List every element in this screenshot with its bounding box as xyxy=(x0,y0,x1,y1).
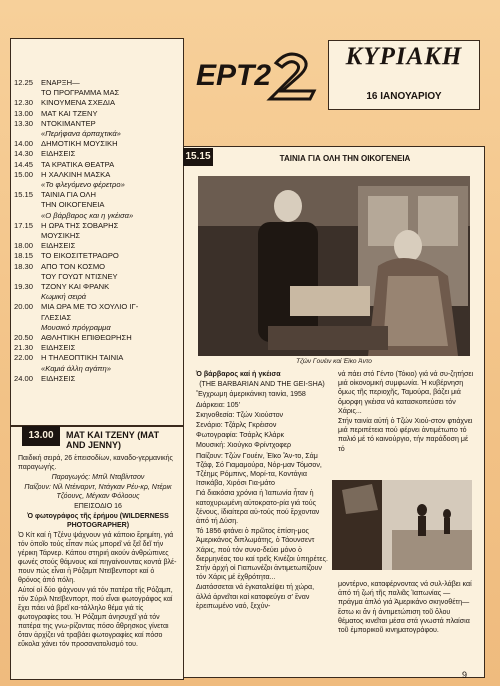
paragraph: Σενάριο: Τζάρλς Γκρέισον xyxy=(196,421,277,430)
paragraph: Παίζουν: Τζών Γουέιν, Ἐϊκο Ἄν-το, Σάμ Τζάφ, Σό Γιαμαμούρα, Νόρ-μαν Τόμσον, Τζέημς Ρόμπινς, Μορί-τα, Κοντάγια Ιτσικάβα, Χιρόσι Για-μάτο xyxy=(196,451,322,488)
schedule-item xyxy=(14,292,178,302)
schedule-time: 20.50 xyxy=(14,333,34,343)
series-paragraph: Ὁ φωτογράφος τῆς ἐρήμου (WILDERNESS PHOTOGRAPHER) xyxy=(27,513,169,529)
schedule-item xyxy=(14,333,178,343)
date-label: 16 ΙΑΝΟΥΑΡΙΟΥ xyxy=(366,91,442,102)
schedule-title: ΤΟ ΠΡΟΓΡΑΜΜΑ ΜΑΣ xyxy=(41,88,120,98)
schedule-title: «Περήφανα άρπαχτικά» xyxy=(41,129,121,139)
paragraph: Στήν ταινία αὐτή ὁ Τζών Χιού-στον φτιάχνει μιά περιπέτεια πού φέρνει ἀντιμέτωπο τό παλιό μέ τό καινούργιο, τήν παράδοση μέ τό xyxy=(338,417,473,453)
schedule-title: ΕΙΔΗΣΕΙΣ xyxy=(41,343,76,353)
schedule-list xyxy=(14,78,178,384)
paragraph: Τό 1856 φτάνει ὁ πρῶτος ἐπίση-μος Ἀμερικάνος διπλωμάτης, ὁ Τάουνσεντ Χάρις, πού τόν συνο-δεύει μόνο ὁ διερμηνέας του καί τρεῖς Κινέζοι ὑπηρέτες. Στήν ἀρχή οἱ Γιαπωνέζοι ἀντιμετωπίζουν τόν Χάρις μέ ἐχθρότητα... xyxy=(196,527,328,582)
schedule-title: ΤΗΝ ΟΙΚΟΓΕΝΕΙΑ xyxy=(41,200,105,210)
schedule-title: ΝΤΟΚΙΜΑΝΤΕΡ xyxy=(41,118,96,128)
schedule-item xyxy=(14,343,178,353)
schedule-time xyxy=(14,231,41,241)
movie-description-left xyxy=(196,370,328,612)
schedule-title: ΜΟΥΣΙΚΗΣ xyxy=(41,231,81,241)
schedule-time: 14.30 xyxy=(14,149,34,159)
schedule-item xyxy=(14,353,178,363)
schedule-title: Η ΩΡΑ ΤΗΣ ΣΟΒΑΡΗΣ xyxy=(41,220,119,230)
schedule-title: ΕΙΔΗΣΕΙΣ xyxy=(41,149,76,159)
schedule-time xyxy=(14,88,41,98)
schedule-time: 18.00 xyxy=(14,241,34,251)
schedule-time xyxy=(14,323,41,333)
schedule-time: 15.15 xyxy=(14,190,34,200)
photo-caption: Τζών Γουέιν καί Ἐϊκο Ἀντο xyxy=(296,358,372,365)
schedule-item xyxy=(14,364,178,374)
schedule-title: ΤΑ ΚΡΑΤΙΚΑ ΘΕΑΤΡΑ xyxy=(41,159,115,169)
schedule-item xyxy=(14,374,178,384)
schedule-time xyxy=(14,129,41,139)
series-paragraph: Παίζουν: Νίλ Ντέιναρντ, Ντάγκαν Ρέυ-κρ, Ντέρικ Τζόουνς, Μέγκαν Φόλοους xyxy=(24,484,172,500)
movie-description-right-bottom xyxy=(338,580,474,636)
schedule-time: 14.00 xyxy=(14,139,34,149)
movie-heading: ΤΑΙΝΙΑ ΓΙΑ ΟΛΗ ΤΗΝ ΟΙΚΟΓΕΝΕΙΑ xyxy=(279,154,411,163)
schedule-time: 14.45 xyxy=(14,159,34,169)
schedule-time: 20.00 xyxy=(14,302,34,312)
ert2-logo-icon xyxy=(194,43,324,107)
schedule-time: 19.30 xyxy=(14,282,34,292)
schedule-item xyxy=(14,313,178,323)
paragraph: Σκηνοθεσία: Τζών Χιούστον xyxy=(196,410,284,419)
schedule-time: 13.30 xyxy=(14,118,34,128)
series-paragraph: Αὐτοί οἱ δύο ψάχνουν γιά τόν πατέρα τῆς Ρόζαμπ, τόν Σύριλ Ντεϊβενπορτ, πού εἶναι φωτογράφος καί ἔχει πάει νά βρεῖ κα-τάλληλο θέμα γιά τίς φωτογραφίες του. Ἡ Ρόζαμπ ἀνησυχεῖ γιά τόν πατέρα της γνω-ρίζοντας πόσο ἄθρησκος γίνεται ὅταν ἀρχίζει νά τραβάει φωτογραφίες καί πόσο εὔκολα χάνει τόν προσανατολισμό του. xyxy=(18,587,173,648)
schedule-item xyxy=(14,262,178,272)
day-box xyxy=(328,40,480,110)
schedule-item xyxy=(14,272,178,282)
paragraph: (THE BARBARIAN AND THE GEI-SHA) xyxy=(199,380,325,389)
schedule-time: 21.30 xyxy=(14,343,34,353)
ert-letters: ΕΡΤ2 xyxy=(196,59,272,92)
schedule-time: 13.00 xyxy=(14,108,34,118)
schedule-time xyxy=(14,292,41,302)
series-description xyxy=(18,454,178,650)
schedule-item xyxy=(14,78,178,88)
paragraph: Διατάσσεται νά ἐγκαταλείψει τή χώρα, ἀλλά ἀρνεῖται καί καταφεύγει σ' ἕναν ἐρειπωμένο ναό, ξεχύν- xyxy=(196,583,315,610)
series-paragraph: Ὁ Κίτ καί ἡ Τζένυ ψάχνουν γιά κάποιο ἔρημίτη, γιά τόν ὁποῖο τούς εἶπαν πώς μπορεῖ νά ξεῖ δεῖ τήν γέρικη Τάρνερ. Κάπου στηριή ακούν ἀνθρώπινες φωνές στούς θάμνους καί πηγαίνουντας κοντά βλέ-πουν πώς εἶναι ἡ Ρόζαμπ Ντεϊβενπορτ καί ὁ θρόνος ἀπό πόλη. xyxy=(18,532,177,584)
schedule-item xyxy=(14,160,178,170)
schedule-title: ΚΙΝΟΥΜΕΝΑ ΣΧΕΔΙΑ xyxy=(41,98,116,108)
schedule-item xyxy=(14,190,178,200)
schedule-item xyxy=(14,139,178,149)
schedule-title: ΓΛΕΣΙΑΣ xyxy=(41,312,72,322)
paragraph: Ὁ βάρβαρος καί ἡ γκέισα xyxy=(196,370,281,378)
schedule-time xyxy=(14,200,41,210)
series-title: ΜΑΤ ΚΑΙ ΤΖΕΝΥ (MAT AND JENNY) xyxy=(66,430,160,450)
schedule-item xyxy=(14,109,178,119)
schedule-time: 18.30 xyxy=(14,261,34,271)
schedule-item xyxy=(14,200,178,210)
paragraph: νά πάει στό Γέντο (Τόκιο) γιά νά συ-ζητήσει μιά οἰκονομική συμφωνία. Ἡ κυβέρνηση ὅμως τῆς περιοχῆς, Ταμούρα, βάζει μιά ὄμορφη γκέισα νά κατασκοπεύσει τόν Χάρις... xyxy=(338,370,474,415)
schedule-title: ΑΠΟ ΤΟΝ ΚΟΣΜΟ xyxy=(41,261,106,271)
schedule-item xyxy=(14,88,178,98)
schedule-time xyxy=(14,211,41,221)
schedule-title: ΑΘΛΗΤΙΚΗ ΕΠΙΘΕΩΡΗΣΗ xyxy=(41,333,132,343)
paragraph: Γιά διακόσια χρόνια ἡ Ἰαπωνία ἦταν ἡ κατοχυρωμένη αὐτοκρατο-ρία γιά τούς ξένους, ἰδιαίτερα αὐ-τούς πού ἔρχονταν ἀπό τή Δύση. xyxy=(196,489,320,526)
schedule-time: 12.25 xyxy=(14,78,34,87)
schedule-title: Μουσικό πρόγραμμα xyxy=(41,322,111,332)
schedule-item xyxy=(14,211,178,221)
movie-time-badge: 15.15 xyxy=(183,148,213,166)
schedule-title: «Καμιά άλλη αγάπη» xyxy=(41,363,111,373)
paragraph: μοντέρνο, καταφέρνοντας νά συλ-λάβει καί ἀπό τή ζωή τῆς παλιᾶς Ἰαπωνίας —πράγμα ἀπλό γιά Ἀμερικάνο σκηνοθέτη— ἔστω κι ἄν ἡ ἀντιμετώπιση τοῦ ὅλου θέματος κινεῖται μέσα στά γνωστά πλαίσια τοῦ ἐμπορικοῦ κινηματογράφου. xyxy=(338,580,472,635)
schedule-time: 24.00 xyxy=(14,373,34,383)
schedule-title: «Το φλεγόμενο φέρετρο» xyxy=(41,180,125,190)
schedule-title: ΤΟΥ ΓΟΥΩΤ ΝΤΙΣΝΕΥ xyxy=(41,271,118,281)
schedule-time: 17.15 xyxy=(14,220,34,230)
schedule-item xyxy=(14,323,178,333)
schedule-time: 22.00 xyxy=(14,353,34,363)
paragraph: Φωτογραφία: Τσάρλς Κλάρκ xyxy=(196,431,285,440)
schedule-item xyxy=(14,180,178,190)
schedule-item xyxy=(14,221,178,231)
schedule-title: Η ΤΗΛΕΟΠΤΙΚΗ ΤΑΙΝΙΑ xyxy=(41,353,124,363)
schedule-item xyxy=(14,129,178,139)
schedule-item xyxy=(14,282,178,292)
schedule-title: ΤΟ ΕΙΚΟΣΙΤΕΤΡΑΩΡΟ xyxy=(41,251,119,261)
schedule-item xyxy=(14,251,178,261)
paragraph: Διάρκεια: 105' xyxy=(196,400,240,409)
movie-still-photo xyxy=(332,480,472,570)
paragraph: Ἔγχρωμη ἀμερικάνικη ταινία, 1958 xyxy=(196,390,306,399)
page-number: 9 xyxy=(462,670,468,680)
schedule-item xyxy=(14,241,178,251)
schedule-item xyxy=(14,98,178,108)
paragraph: Μουσική: Χιούγκο Φρίντχοφερ xyxy=(196,441,292,450)
schedule-item xyxy=(14,170,178,180)
movie-photo xyxy=(198,176,470,356)
schedule-title: ΤΑΙΝΙΑ ΓΙΑ ΟΛΗ xyxy=(41,190,96,200)
schedule-title: ΜΑΤ ΚΑΙ ΤΖΕΝΥ xyxy=(41,108,98,118)
schedule-title: ΕΙΔΗΣΕΙΣ xyxy=(41,373,76,383)
schedule-item xyxy=(14,119,178,129)
schedule-title: Κωμική σειρά xyxy=(41,292,87,302)
schedule-title: ΕΝΑΡΞΗ— xyxy=(41,78,80,87)
schedule-title: Η ΧΑΛΚΙΝΗ ΜΑΣΚΑ xyxy=(41,169,111,179)
schedule-title: ΜΙΑ ΩΡΑ ΜΕ ΤΟ ΧΟΥΛΙΟ ΙΓ- xyxy=(41,302,139,312)
schedule-time: 12.30 xyxy=(14,98,34,108)
schedule-title: «Ο βάρβαρος και η γκέισα» xyxy=(41,210,134,220)
schedule-title: ΤΖΟΝΥ ΚΑΙ ΦΡΑΝΚ xyxy=(41,282,110,292)
schedule-item xyxy=(14,302,178,312)
schedule-time: 15.00 xyxy=(14,169,34,179)
schedule-time xyxy=(14,313,41,323)
schedule-item xyxy=(14,149,178,159)
schedule-time xyxy=(14,364,41,374)
schedule-time xyxy=(14,180,41,190)
series-paragraph: Παραγωγός: Μπίλ Νταβίντσον xyxy=(51,474,145,481)
day-title: ΚΥΡΙΑΚΗ xyxy=(345,43,463,70)
series-paragraph: Παιδική σειρά, 26 ἐπεισοδίων, καναδο-γερμανικής παραγωγής. xyxy=(18,455,173,471)
schedule-item xyxy=(14,231,178,241)
schedule-time xyxy=(14,272,41,282)
schedule-title: ΕΙΔΗΣΕΙΣ xyxy=(41,241,76,251)
movie-description-right xyxy=(338,370,474,455)
schedule-title: ΔΗΜΟΤΙΚΗ ΜΟΥΣΙΚΗ xyxy=(41,139,118,149)
series-time-badge: 13.00 xyxy=(22,426,60,446)
schedule-time: 18.15 xyxy=(14,251,34,261)
series-paragraph: ΕΠΕΙΣΟΔΙΟ 16 xyxy=(74,503,122,510)
